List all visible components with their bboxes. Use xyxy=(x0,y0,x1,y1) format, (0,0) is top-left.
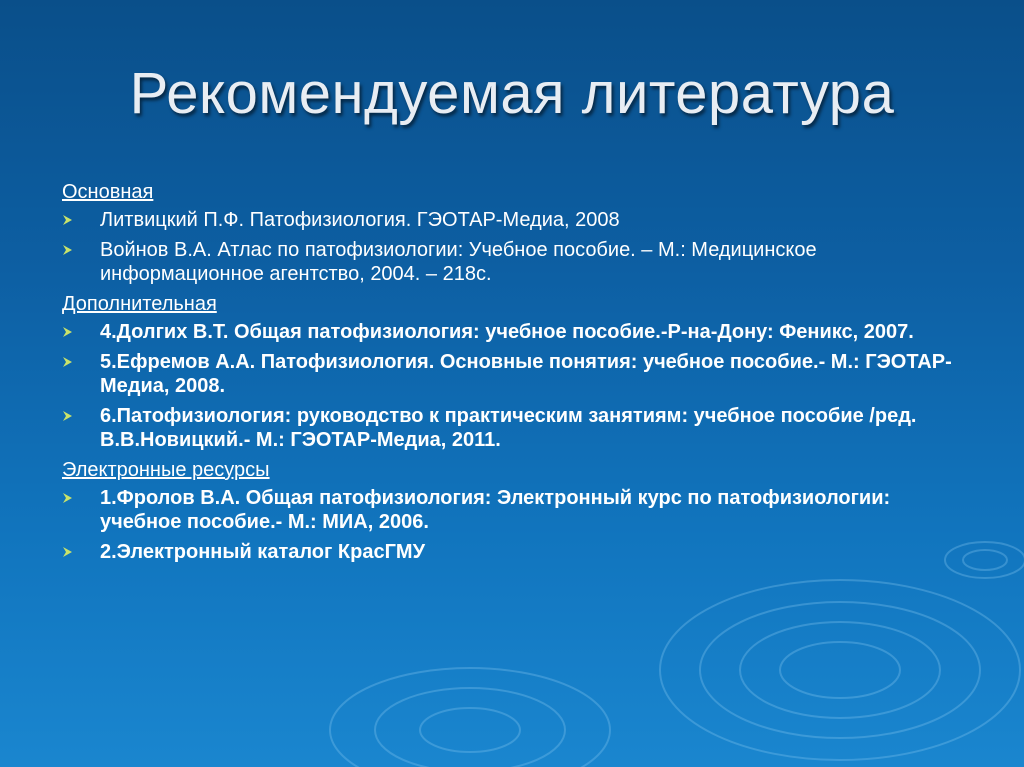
main-literature-list xyxy=(62,208,962,286)
arrow-bullet-icon xyxy=(62,244,74,256)
section-heading-electronic: Электронные ресурсы xyxy=(62,459,270,481)
list-item-text: Войнов В.А. Атлас по патофизиологии: Учебное пособие. – М.: Медицинское информационное агентство, 2004. – 218с. xyxy=(100,239,817,285)
section-heading-main: Основная xyxy=(62,181,154,203)
arrow-bullet-icon xyxy=(62,492,74,504)
list-item xyxy=(62,238,962,286)
arrow-bullet-icon xyxy=(62,410,74,422)
list-item-text: 1.Фролов В.А. Общая патофизиология: Электронный курс по патофизиологии: учебное пособие.- М.: МИА, 2006. xyxy=(100,487,891,533)
list-item xyxy=(62,208,962,232)
list-item-text: Литвицкий П.Ф. Патофизиология. ГЭОТАР-Медиа, 2008 xyxy=(100,209,620,231)
list-item xyxy=(62,486,962,534)
slide-title: Рекомендуемая литература xyxy=(129,61,895,126)
list-item xyxy=(62,540,962,564)
arrow-bullet-icon xyxy=(62,356,74,368)
list-item xyxy=(62,404,962,452)
arrow-bullet-icon xyxy=(62,326,74,338)
list-item-text: 4.Долгих В.Т. Общая патофизиология: учебное пособие.-Р-на-Дону: Феникс, 2007. xyxy=(100,321,914,343)
list-item-text: 6.Патофизиология: руководство к практическим занятиям: учебное пособие /ред. В.В.Новицкий.- М.: ГЭОТАР-Медиа, 2011. xyxy=(100,405,917,451)
arrow-bullet-icon xyxy=(62,214,74,226)
list-item-text: 2.Электронный каталог КрасГМУ xyxy=(100,541,426,563)
additional-literature-list xyxy=(62,320,962,452)
list-item xyxy=(62,350,962,398)
arrow-bullet-icon xyxy=(62,546,74,558)
literature-list xyxy=(62,180,962,570)
section-heading-additional: Дополнительная xyxy=(62,293,217,315)
list-item-text: 5.Ефремов А.А. Патофизиология. Основные понятия: учебное пособие.- М.: ГЭОТАР-Медиа, 2008. xyxy=(100,351,952,397)
electronic-resources-list xyxy=(62,486,962,564)
list-item xyxy=(62,320,962,344)
